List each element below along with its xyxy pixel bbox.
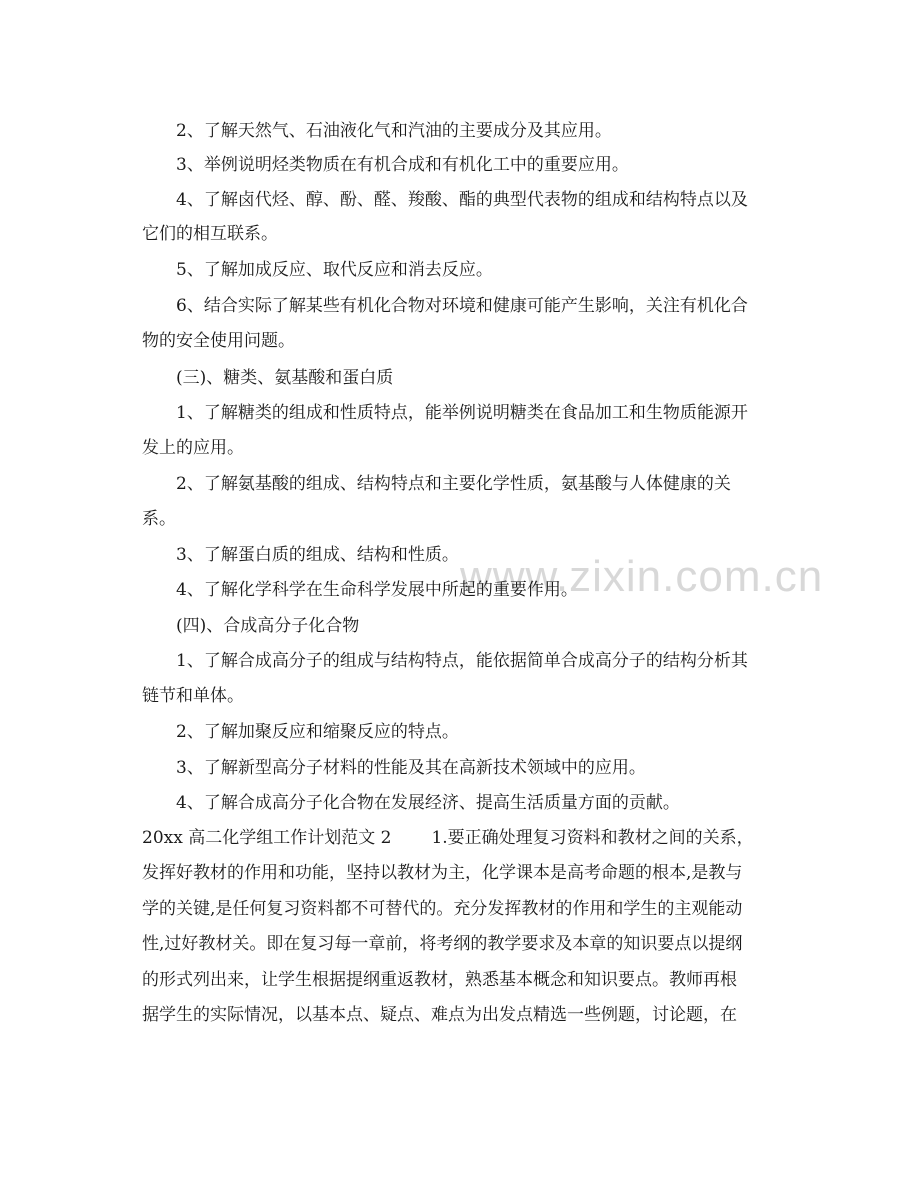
paragraph-line: 2、了解天然气、石油液化气和汽油的主要成分及其应用。 bbox=[176, 121, 612, 141]
section-first-sentence: 1.要正确处理复习资料和教材之间的关系， bbox=[431, 828, 754, 848]
section-intro-line bbox=[0, 827, 920, 849]
paragraph-line: 发上的应用。 bbox=[142, 438, 244, 458]
watermark: www.zixin.com.cn bbox=[460, 552, 824, 601]
paragraph-line: 物的安全使用问题。 bbox=[142, 331, 295, 351]
paragraph-line: 4、了解合成高分子化合物在发展经济、提高生活质量方面的贡献。 bbox=[176, 793, 680, 813]
paragraph-line: 它们的相互联系。 bbox=[142, 224, 278, 244]
section-title: 20xx 高二化学组工作计划范文 2 bbox=[142, 828, 392, 848]
paragraph-line: 1、了解合成高分子的组成与结构特点，能依据简单合成高分子的结构分析其 bbox=[176, 651, 748, 671]
subsection-heading: (三)、糖类、氨基酸和蛋白质 bbox=[176, 368, 394, 388]
paragraph-line: 6、结合实际了解某些有机化合物对环境和健康可能产生影响，关注有机化合 bbox=[176, 296, 748, 316]
paragraph-line: 2、了解氨基酸的组成、结构特点和主要化学性质，氨基酸与人体健康的关 bbox=[176, 474, 731, 494]
paragraph-line: 据学生的实际情况，以基本点、疑点、难点为出发点精选一些例题，讨论题，在 bbox=[142, 1005, 737, 1025]
paragraph-line: 系。 bbox=[142, 509, 176, 529]
paragraph-line: 4、了解化学科学在生命科学发展中所起的重要作用。 bbox=[176, 580, 578, 600]
paragraph-line: 3、举例说明烃类物质在有机合成和有机化工中的重要应用。 bbox=[176, 155, 629, 175]
paragraph-line: 性,过好教材关。即在复习每一章前，将考纲的教学要求及本章的知识要点以提纲 bbox=[142, 934, 743, 954]
paragraph-line: 4、了解卤代烃、醇、酚、醛、羧酸、酯的典型代表物的组成和结构特点以及 bbox=[176, 190, 748, 210]
paragraph-line: 3、了解蛋白质的组成、结构和性质。 bbox=[176, 545, 459, 565]
paragraph-line: 链节和单体。 bbox=[142, 686, 244, 706]
paragraph-line: 5、了解加成反应、取代反应和消去反应。 bbox=[176, 260, 493, 280]
paragraph-line: 2、了解加聚反应和缩聚反应的特点。 bbox=[176, 722, 459, 742]
paragraph-line: 3、了解新型高分子材料的性能及其在高新技术领域中的应用。 bbox=[176, 758, 646, 778]
subsection-heading: (四)、合成高分子化合物 bbox=[176, 616, 360, 636]
paragraph-line: 发挥好教材的作用和功能，坚持以教材为主，化学课本是高考命题的根本,是教与 bbox=[142, 863, 743, 883]
paragraph-line: 学的关键,是任何复习资料都不可替代的。充分发挥教材的作用和学生的主观能动 bbox=[142, 899, 743, 919]
paragraph-line: 的形式列出来，让学生根据提纲重返教材，熟悉基本概念和知识要点。教师再根 bbox=[142, 970, 737, 990]
paragraph-line: 1、了解糖类的组成和性质特点，能举例说明糖类在食品加工和生物质能源开 bbox=[176, 403, 748, 423]
